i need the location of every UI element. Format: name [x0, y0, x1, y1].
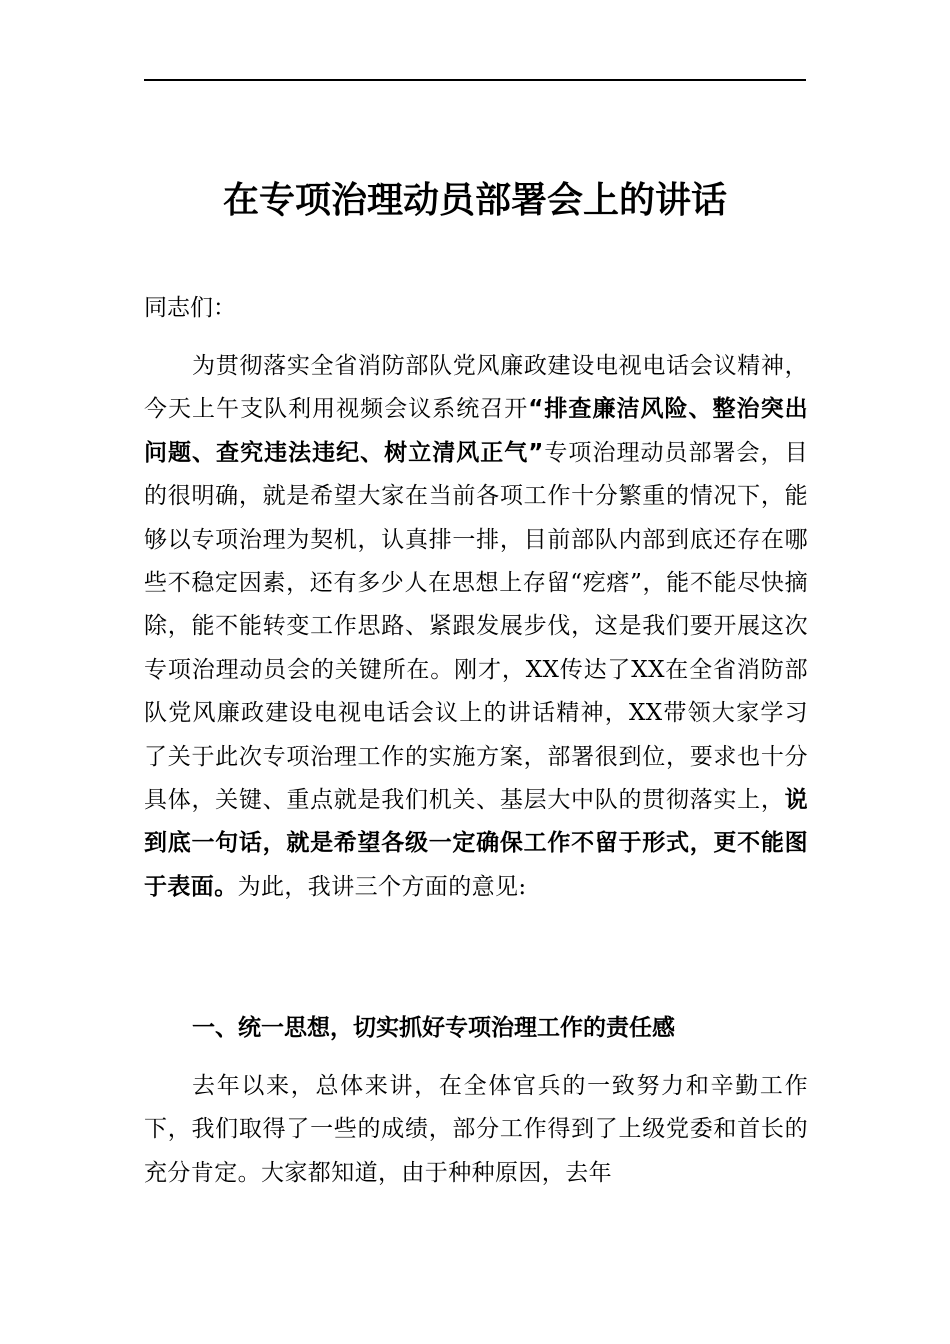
section-heading-1: 一、统一思想，切实抓好专项治理工作的责任感 — [192, 1015, 675, 1041]
bold-emphasis: “排查廉洁风险、整治突出问题、查究违法违纪、树立清风正气” — [144, 396, 808, 466]
paragraph-text: 为此，我讲三个方面的意见: — [237, 873, 527, 900]
header-rule — [144, 79, 806, 81]
body-paragraph-2: 去年以来，总体来讲，在全体官兵的一致努力和辛勤工作下，我们取得了一些的成绩，部分工作得到了上级党委和首长的充分肯定。大家都知道，由于种种原因，去年 — [144, 1073, 808, 1186]
bold-emphasis: 说到底一句话，就是希望各级一定确保工作不留于形式，更不能图于表面。 — [144, 787, 808, 900]
document-title: 在专项治理动员部署会上的讲话 — [222, 179, 727, 221]
salutation: 同志们： — [144, 295, 236, 321]
body-paragraph-1 — [144, 345, 808, 909]
paragraph-text: 专项治理动员部署会，目的很明确，就是希望大家在当前各项工作十分繁重的情况下，能够以专项治理为契机，认真排一排，目前部队内部到底还存在哪些不稳定因素，还有多少人在思想上存留“疙瘩”，能不能尽快摘除，能不能转变工作思路、紧跟发展步伐，这是我们要开展这次专项治理动员会的关键所在。刚才，XX传达了XX在全省消防部队党风廉政建设电视电话会议上的讲话精神，XX带领大家学习了关于此次专项治理工作的实施方案，部署很到位，要求也十分具体，关键、重点就是我们机关、基层大中队的贯彻落实上， — [144, 439, 808, 814]
paragraph-text: 为贯彻落实全省消防部队党风廉政建设电视电话会议精神，今天上午支队利用视频会议系统召开 — [144, 353, 808, 423]
